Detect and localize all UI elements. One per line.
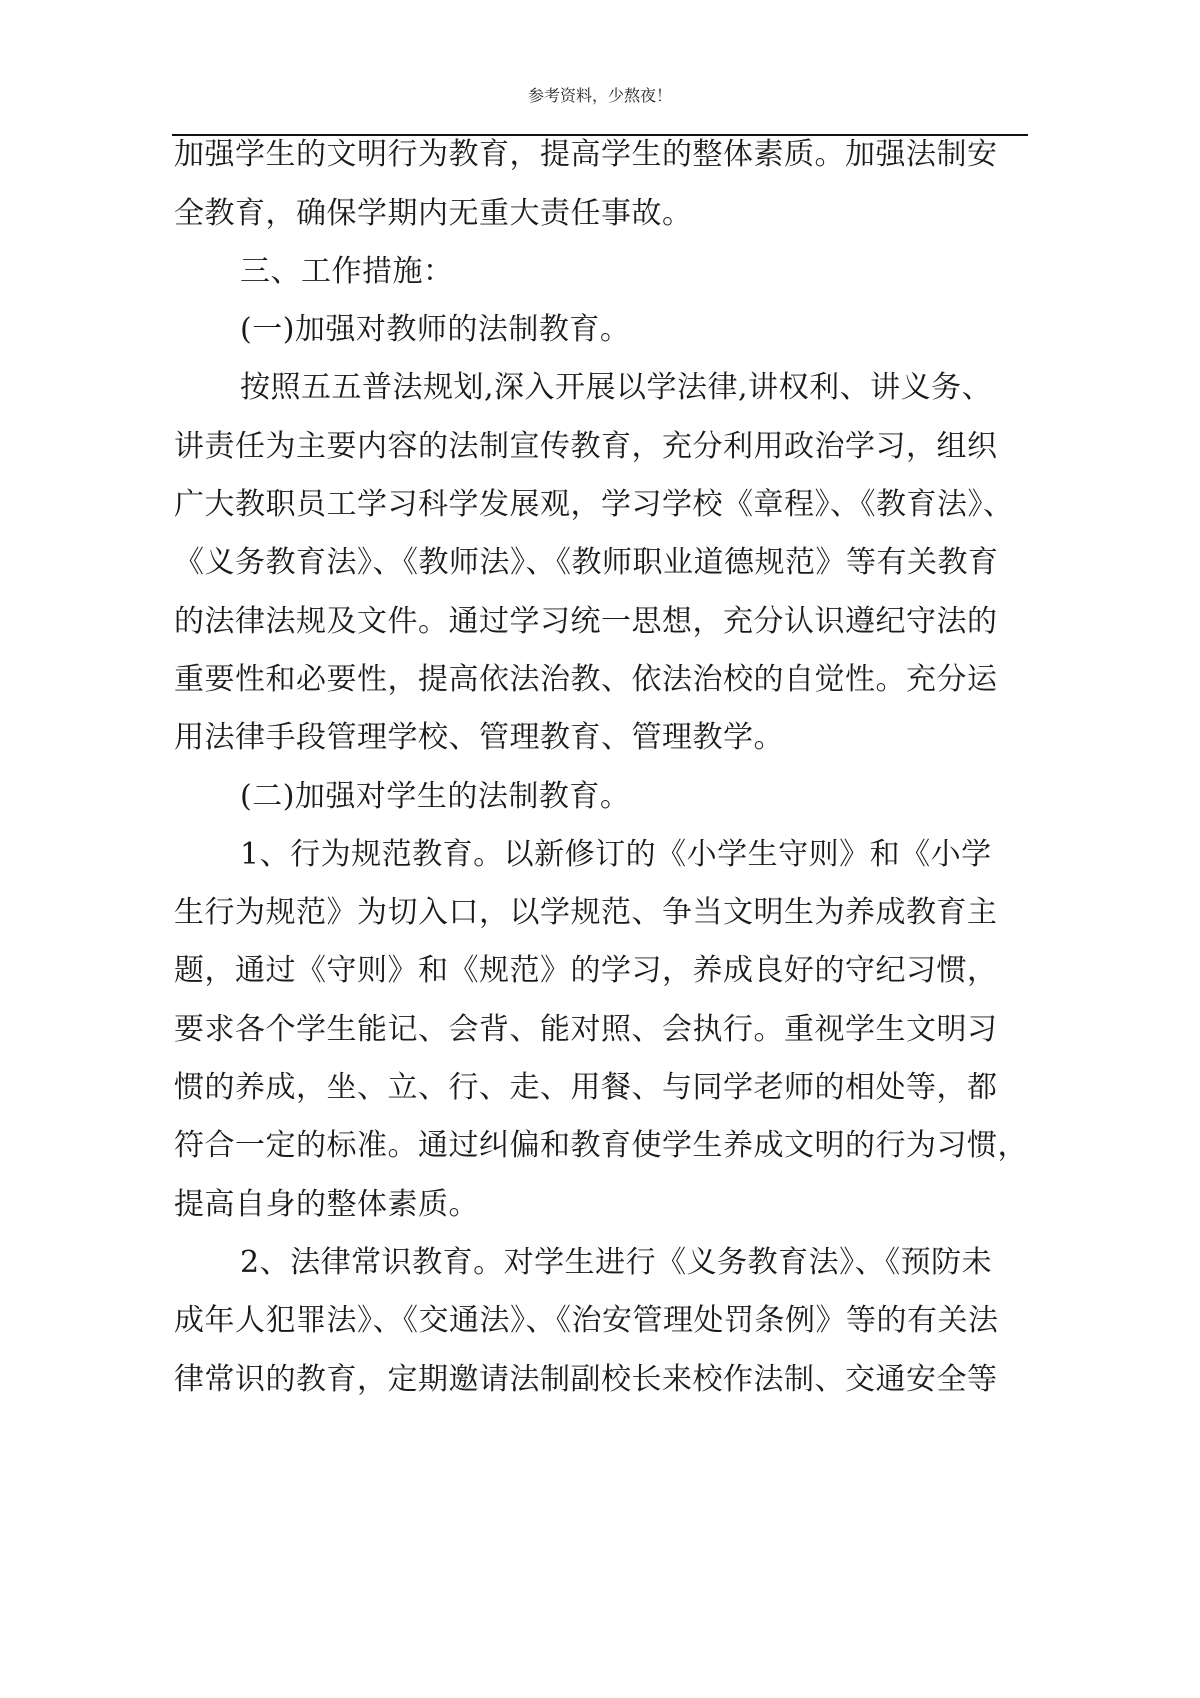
subsection-heading: (二)加强对学生的法制教育。 <box>240 779 631 814</box>
body-line: 题，通过《守则》和《规范》的学习，养成良好的守纪习惯， <box>174 953 998 988</box>
body-line: 要求各个学生能记、会背、能对照、会执行。重视学生文明习 <box>174 1012 998 1047</box>
subsection-heading: (一)加强对教师的法制教育。 <box>240 312 631 347</box>
section-heading: 三、工作措施： <box>240 254 454 289</box>
body-line: 按照五五普法规划,深入开展以学法律,讲权利、讲义务、 <box>240 370 993 405</box>
body-line: 2、法律常识教育。对学生进行《义务教育法》、《预防未 <box>240 1245 993 1280</box>
page-header: 参考资料，少熬夜！ <box>527 86 672 105</box>
body-line: 加强学生的文明行为教育，提高学生的整体素质。加强法制安 <box>174 137 998 172</box>
body-line: 符合一定的标准。通过纠偏和教育使学生养成文明的行为习惯， <box>174 1128 1028 1163</box>
body-line: 广大教职员工学习科学发展观，学习学校《章程》、《教育法》、 <box>174 487 1014 522</box>
body-line: 提高自身的整体素质。 <box>174 1187 479 1222</box>
body-line: 《义务教育法》、《教师法》、《教师职业道德规范》等有关教育 <box>174 545 999 580</box>
body-line: 用法律手段管理学校、管理教育、管理教学。 <box>174 720 784 755</box>
body-line: 律常识的教育，定期邀请法制副校长来校作法制、交通安全等 <box>174 1362 998 1397</box>
body-line: 的法律法规及文件。通过学习统一思想，充分认识遵纪守法的 <box>174 604 998 639</box>
body-line: 讲责任为主要内容的法制宣传教育，充分利用政治学习，组织 <box>174 429 998 464</box>
body-line: 1、行为规范教育。以新修订的《小学生守则》和《小学 <box>240 837 992 872</box>
body-line: 成年人犯罪法》、《交通法》、《治安管理处罚条例》等的有关法 <box>174 1303 999 1338</box>
body-line: 惯的养成，坐、立、行、走、用餐、与同学老师的相处等，都 <box>174 1070 998 1105</box>
body-line: 全教育，确保学期内无重大责任事故。 <box>174 196 693 231</box>
body-line: 生行为规范》为切入口，以学规范、争当文明生为养成教育主 <box>174 895 998 930</box>
body-line: 重要性和必要性，提高依法治教、依法治校的自觉性。充分运 <box>174 662 998 697</box>
